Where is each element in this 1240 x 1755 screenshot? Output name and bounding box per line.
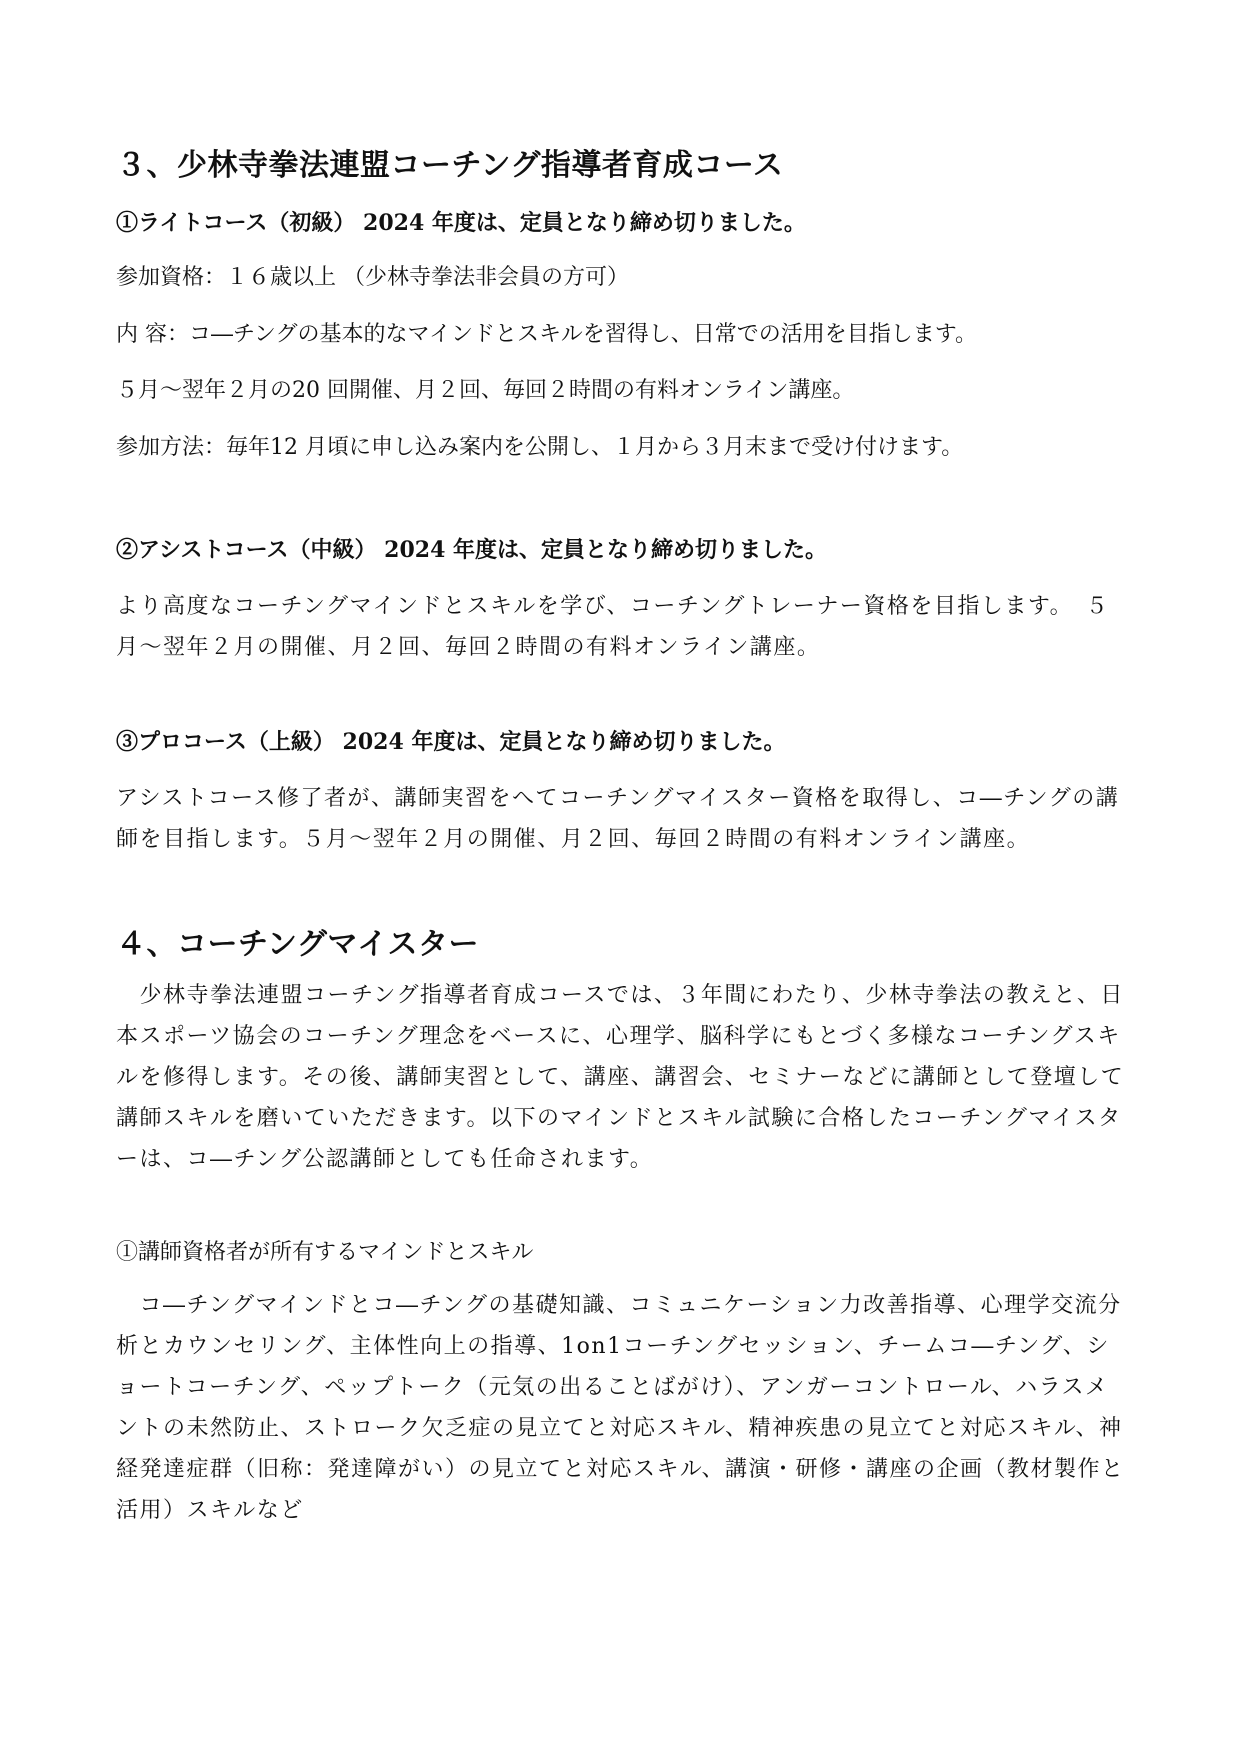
section3-heading: ３、少林寺拳法連盟コーチング指導者育成コース [116, 148, 784, 183]
assist-course-description: より高度なコーチングマインドとスキルを学び、コーチングトレーナー資格を目指します。 ５月～翌年２月の開催、月２回、毎回２時間の有料オンライン講座。 [116, 594, 1110, 660]
light-course-content: 内 容：コ―チングの基本的なマインドとスキルを習得し、日常での活用を目指します。 [116, 322, 978, 347]
light-course-schedule: ５月～翌年２月の20 回開催、月２回、毎回２時間の有料オンライン講座。 [116, 378, 855, 403]
light-course-eligibility: 参加資格：１６歳以上 （少林寺拳法非会員の方可） [116, 265, 629, 290]
assist-course-title: ②アシストコース（中級） 2024 年度は、定員となり締め切りました。 [116, 537, 828, 563]
section4-heading: ４、コーチングマイスター [116, 927, 479, 962]
light-course-title: ①ライトコース（初級） 2024 年度は、定員となり締め切りました。 [116, 210, 806, 236]
section4-intro: 少林寺拳法連盟コーチング指導者育成コースでは、３年間にわたり、少林寺拳法の教えと、日本スポーツ協会のコーチング理念をベースに、心理学、脳科学にもとづく多様なコーチングスキルを修得します。その後、講師実習として、講座、講習会、セミナーなどに講師として登壇して講師スキルを磨いていただきます。以下のマインドとスキル試験に合格したコーチングマイスターは、コ―チング公認講師としても任命されます。 [116, 983, 1125, 1172]
pro-course-title: ③プロコース（上級） 2024 年度は、定員となり締め切りました。 [116, 729, 786, 755]
pro-course-description: アシストコース修了者が、講師実習をへてコーチングマイスター資格を取得し、コ―チングの講師を目指します。５月～翌年２月の開催、月２回、毎回２時間の有料オンライン講座。 [116, 786, 1120, 852]
skills-title: ①講師資格者が所有するマインドとスキル [116, 1240, 534, 1265]
light-course-method: 参加方法：毎年12 月頃に申し込み案内を公開し、１月から３月末まで受け付けます。 [116, 435, 964, 460]
skills-text: コ―チングマインドとコ―チングの基礎知識、コミュニケーション力改善指導、心理学交流分析とカウンセリング、主体性向上の指導、1on1コーチングセッション、チームコ―チング、ショートコーチング、ペップトーク（元気の出ることばがけ）、アンガーコントロール、ハラスメントの未然防止、ストローク欠乏症の見立てと対応スキル、精神疾患の見立てと対応スキル、神経発達症群（旧称：発達障がい）の見立てと対応スキル、講演・研修・講座の企画（教材製作と活用）スキルなど [116, 1293, 1125, 1523]
